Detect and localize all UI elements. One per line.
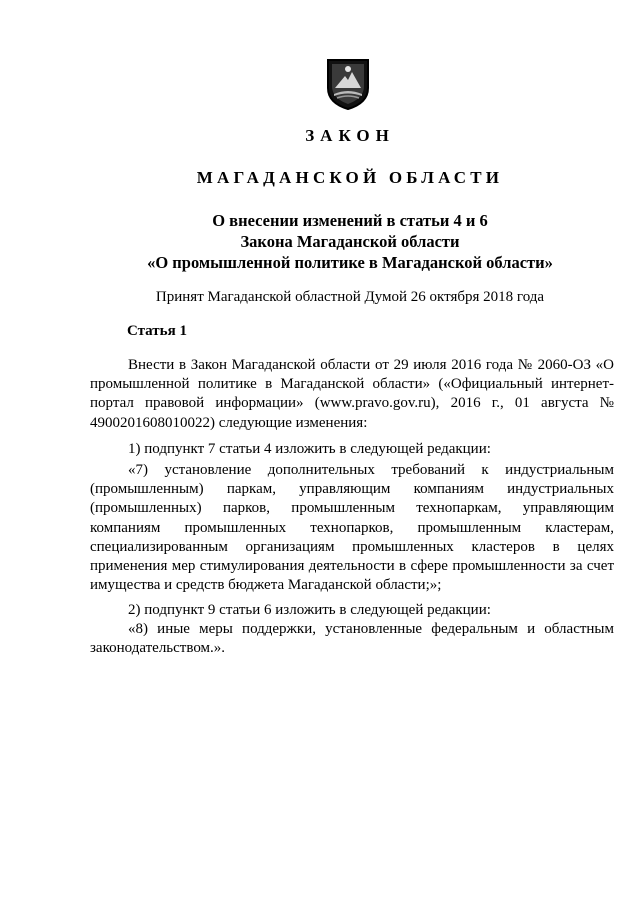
article-paragraph: «7) установление дополнительных требований к индустриальным (промышленным) паркам, управляющим компаниям индустриальных (промышленных) парков, промышленным технопаркам, управляющим компаниям промышленных технопарков, промышленным кластерам, специализированным организациям промышленных кластеров в целях применения мер стимулирования деятельности в сфере промышленности за счет имущества и средств бюджета Магаданской области;»; xyxy=(90,462,614,594)
coat-of-arms-icon xyxy=(325,58,371,110)
article-paragraph: «8) иные меры поддержки, установленные федеральным и областным законодательством.». xyxy=(90,621,614,657)
law-title-line: «О промышленной политике в Магаданской области» xyxy=(147,253,553,272)
article-paragraph: 1) подпункт 7 статьи 4 изложить в следующей редакции: xyxy=(128,441,491,457)
region-heading: МАГАДАНСКОЙ ОБЛАСТИ xyxy=(196,168,504,187)
law-title-line: Закона Магаданской области xyxy=(240,232,460,251)
article-paragraph: 2) подпункт 9 статьи 6 изложить в следующей редакции: xyxy=(128,602,491,618)
law-title-line: О внесении изменений в статьи 4 и 6 xyxy=(212,211,488,230)
adoption-note: Принят Магаданской областной Думой 26 октября 2018 года xyxy=(155,289,545,305)
law-title xyxy=(0,210,640,273)
law-heading: ЗАКОН xyxy=(305,126,395,145)
article-paragraph: Внести в Закон Магаданской области от 29 июля 2016 года № 2060-ОЗ «О промышленной политике в Магаданской области» («Официальный интернет-портал правовой информации» (www.pravo.gov.ru), 2016 г., 01 августа № 4900201608010022) следующие изменения: xyxy=(90,357,614,431)
article-title: Статья 1 xyxy=(127,323,187,339)
